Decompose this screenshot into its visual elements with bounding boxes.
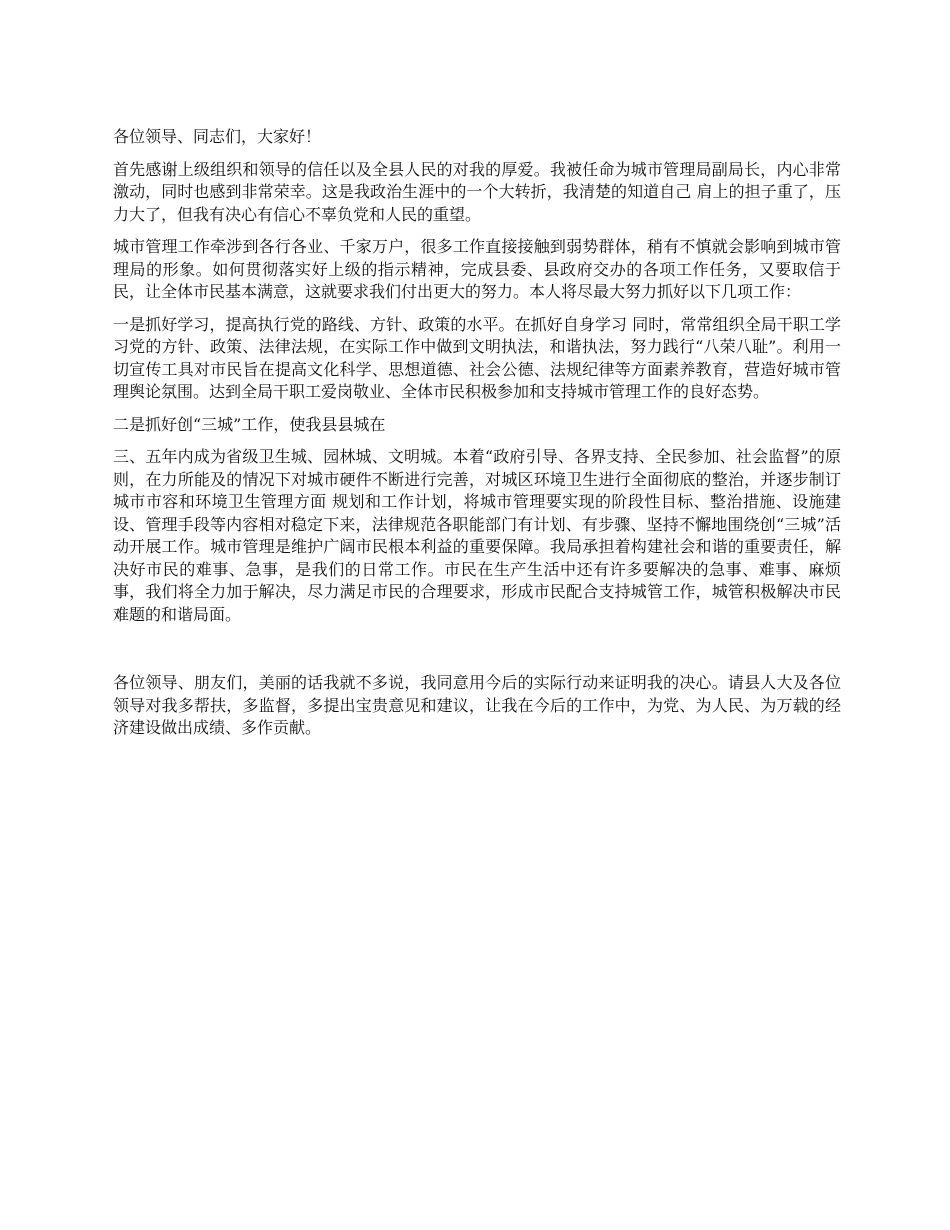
paragraph-point-two: 二是抓好创“三城”工作，使我县县城在 bbox=[113, 414, 386, 434]
greeting-paragraph: 各位领导、同志们，大家好！ bbox=[113, 127, 322, 146]
speech-document bbox=[113, 126, 841, 750]
paragraph-point-two-continued: 三、五年内成为省级卫生城、园林城、文明城。本着“政府引导、各界支持、全民参加、社会监督”的原则，在力所能及的情况下对城市硬件不断进行完善，对城区环境卫生进行全面彻底的整治，并逐步制订城市市容和环境卫生管理方面 规划和工作计划，将城市管理要实现的阶段性目标、整治措施、设施建设、管理手段等内容相对稳定下来，法律规范各职能部门有计划、有步骤、坚持不懈地围绕创“三城”活动开展工作。城市管理是维护广阔市民根本利益的重要保障。我局承担着构建社会和谐的重要责任，解决好市民的难事、急事，是我们的日常工作。市民在生产生活中还有许多要解决的急事、难事、麻烦事，我们将全力加于解决，尽力满足市民的合理要求，形成市民配合支持城管工作，城管积极解决市民难题的和谐局面。 bbox=[113, 447, 841, 624]
closing-paragraph: 各位领导、朋友们，美丽的话我就不多说，我同意用今后的实际行动来证明我的决心。请县人大及各位领导对我多帮扶，多监督，多提出宝贵意见和建议，让我在今后的工作中，为党、为人民、为万载的经济建设做出成绩、多作贡献。 bbox=[113, 673, 841, 737]
paragraph-city-management: 城市管理工作牵涉到各行各业、千家万户，很多工作直接接触到弱势群体，稍有不慎就会影响到城市管理局的形象。如何贯彻落实好上级的指示精神，完成县委、县政府交办的各项工作任务，又要取信于民，让全体市民基本满意，这就要求我们付出更大的努力。本人将尽最大努力抓好以下几项工作： bbox=[113, 237, 841, 301]
blank-space bbox=[113, 636, 841, 672]
paragraph-point-one: 一是抓好学习，提高执行党的路线、方针、政策的水平。在抓好自身学习 同时，常常组织全局干职工学习党的方针、政策、法律法规，在实际工作中做到文明执法，和谐执法，努力践行“八荣八耻”。利用一切宣传工具对市民旨在提高文化科学、思想道德、社会公德、法规纪律等方面素养教育，营造好城市管理舆论氛围。达到全局干职工爱岗敬业、全体市民积极参加和支持城市管理工作的良好态势。 bbox=[113, 314, 841, 401]
paragraph-gratitude: 首先感谢上级组织和领导的信任以及全县人民的对我的厚爱。我被任命为城市管理局副局长，内心非常激动，同时也感到非常荣幸。这是我政治生涯中的一个大转折，我清楚的知道自己 肩上的担子重了，压力大了，但我有决心有信心不辜负党和人民的重望。 bbox=[113, 159, 841, 224]
